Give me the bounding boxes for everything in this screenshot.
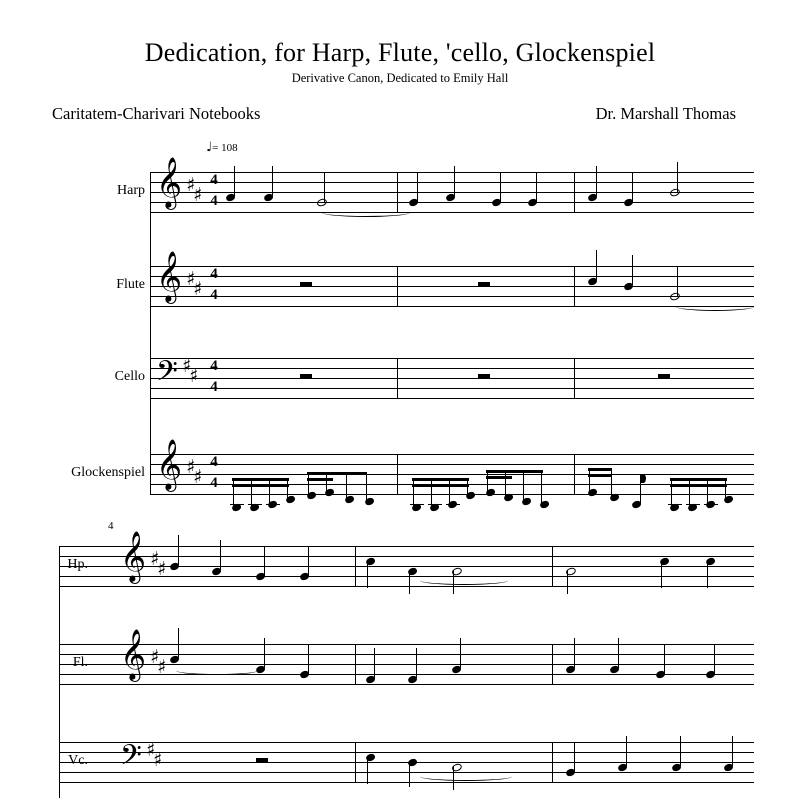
beam [670,478,727,481]
note-stem [409,570,410,594]
key-signature-sharp: ♯ [153,749,163,771]
beam [670,484,727,487]
barline [574,172,575,212]
note-stem [626,736,627,766]
note-stem [409,761,410,787]
rest [478,282,490,286]
note-flag [641,474,646,483]
key-signature-sharp: ♯ [157,656,167,678]
key-signature-sharp: ♯ [150,646,160,668]
note-stem [574,638,575,668]
treble-clef-icon: 𝄞 [120,531,147,582]
tempo-marking [206,140,238,155]
barline [355,742,356,782]
note-stem [523,470,524,500]
staff-hp [0,531,800,586]
note-stem [431,478,432,506]
note-stem [541,470,542,503]
barline [397,358,398,398]
beam [486,470,543,473]
note-stem [596,250,597,280]
barline [574,454,575,494]
note-stem [178,628,179,658]
beam [588,468,612,471]
treble-clef-icon: 𝄞 [156,439,183,490]
rest [300,282,312,286]
note-stem [233,478,234,506]
treble-clef-icon: 𝄞 [156,157,183,208]
barline [397,172,398,212]
bass-clef-icon: 𝄢 [120,739,142,779]
instrument-label: Glockenspiel [71,465,145,480]
staff-lines [150,172,754,212]
note-stem [308,472,309,494]
key-signature-sharp: ♯ [193,466,203,488]
staff-lines [59,739,754,782]
staff-harp [0,157,800,212]
time-signature-denominator: 4 [210,287,218,303]
rest [256,758,268,762]
barline [552,644,553,684]
key-signature-sharp: ♯ [186,174,196,196]
rest [478,374,490,378]
note-stem [611,468,612,496]
tempo-value: = 108 [212,142,238,154]
note-stem [220,540,221,570]
staff-flute [0,251,800,306]
note-stem [346,472,347,498]
instrument-name-glockenspiel [0,454,145,494]
time-signature-numerator: 4 [210,266,218,282]
publisher-label: Caritatem-Charivari Notebooks [52,104,261,123]
key-signature-sharp: ♯ [182,355,192,377]
key-signature-sharp: ♯ [157,558,167,580]
key-signature-sharp: ♯ [186,268,196,290]
note-stem [677,162,678,192]
beam [588,474,612,477]
note-stem [505,470,506,496]
instrument-label: Cello [114,369,145,384]
note-stem [454,166,455,196]
note-stem [264,638,265,668]
key-signature-sharp: ♯ [193,184,203,206]
barline [397,454,398,494]
key-signature-sharp: ♯ [150,548,160,570]
rest [658,374,670,378]
note-stem [308,546,309,576]
barline [355,546,356,586]
tie [420,576,508,585]
time-signature-numerator: 4 [210,358,218,374]
tie [420,772,512,781]
note-stem [677,266,678,296]
barline [355,644,356,684]
measure-number: 4 [108,520,114,532]
instrument-name-hp [0,546,88,586]
staff-lines [150,266,754,306]
note-stem [664,644,665,674]
note-stem [374,648,375,678]
note-stem [367,560,368,588]
note-stem [264,546,265,576]
composer-label: Dr. Marshall Thomas [595,104,736,123]
staff-lines [150,454,754,494]
barline [574,358,575,398]
instrument-name-fl [0,644,88,684]
instrument-name-cello [0,358,145,398]
instrument-label: Harp [117,183,145,198]
note-stem [589,468,590,491]
instrument-label: Flute [116,277,145,292]
barline [552,546,553,586]
beam [307,478,333,481]
time-signature [206,356,222,398]
note-stem [632,255,633,285]
beam [412,484,469,487]
note-stem [707,560,708,588]
beam [232,484,289,487]
time-signature-numerator: 4 [210,454,218,470]
note-stem [707,478,708,503]
note-stem [367,756,368,784]
note-stem [269,478,270,503]
note-stem [567,570,568,594]
staff-lines [150,355,754,398]
treble-clef-icon: 𝄞 [120,629,147,680]
note-stem [732,736,733,766]
beam [307,472,367,475]
time-signature [206,264,222,306]
key-signature-sharp: ♯ [186,456,196,478]
instrument-name-harp [0,172,145,212]
note-stem [324,172,325,202]
time-signature-numerator: 4 [210,172,218,188]
staff-fl [0,629,800,684]
tie [176,666,258,675]
treble-clef-icon: 𝄞 [156,251,183,302]
note-stem [460,638,461,668]
note-stem [618,638,619,668]
note-stem [661,560,662,588]
rest [300,374,312,378]
time-signature-denominator: 4 [210,379,218,395]
time-signature [206,170,222,212]
barline [397,266,398,306]
note-stem [487,470,488,491]
note-stem [234,166,235,196]
staff-vc [0,739,800,782]
note-stem [671,478,672,506]
note-stem [689,478,690,506]
instrument-label: Fl. [72,655,88,670]
instrument-label: Hp. [67,557,88,572]
note-stem [413,478,414,506]
note-stem [272,166,273,196]
tie [676,302,754,311]
page-subtitle: Derivative Canon, Dedicated to Emily Hall [291,71,509,85]
key-signature-sharp: ♯ [146,739,156,761]
note-stem [366,472,367,500]
note-stem [714,644,715,674]
note-stem [449,478,450,503]
note-stem [680,736,681,766]
note-stem [574,742,575,772]
barline [574,266,575,306]
page-title: Dedication, for Harp, Flute, 'cello, Glockenspiel [144,38,656,67]
beam [412,478,469,481]
barline [552,742,553,782]
quarter-note-icon: ♩ [206,140,213,155]
note-stem [632,172,633,202]
bass-clef-icon: 𝄢 [156,355,178,395]
note-stem [308,644,309,674]
instrument-label: Vc. [68,753,88,768]
note-stem [251,478,252,506]
instrument-name-vc [0,742,88,782]
staff-glockenspiel [0,439,800,494]
note-stem [596,166,597,196]
instrument-name-flute [0,266,145,306]
system-bracket [150,172,151,494]
key-signature-sharp: ♯ [193,278,203,300]
time-signature [206,452,222,494]
beam [486,476,512,479]
note-stem [417,172,418,202]
note-stem [536,172,537,202]
note-stem [287,478,288,498]
note-stem [416,648,417,678]
staff-cello [0,355,800,398]
key-signature-sharp: ♯ [189,365,199,387]
time-signature-denominator: 4 [210,475,218,491]
note-stem [178,535,179,565]
note-stem [725,478,726,498]
beam [232,478,289,481]
time-signature-denominator: 4 [210,193,218,209]
note-stem [500,172,501,202]
